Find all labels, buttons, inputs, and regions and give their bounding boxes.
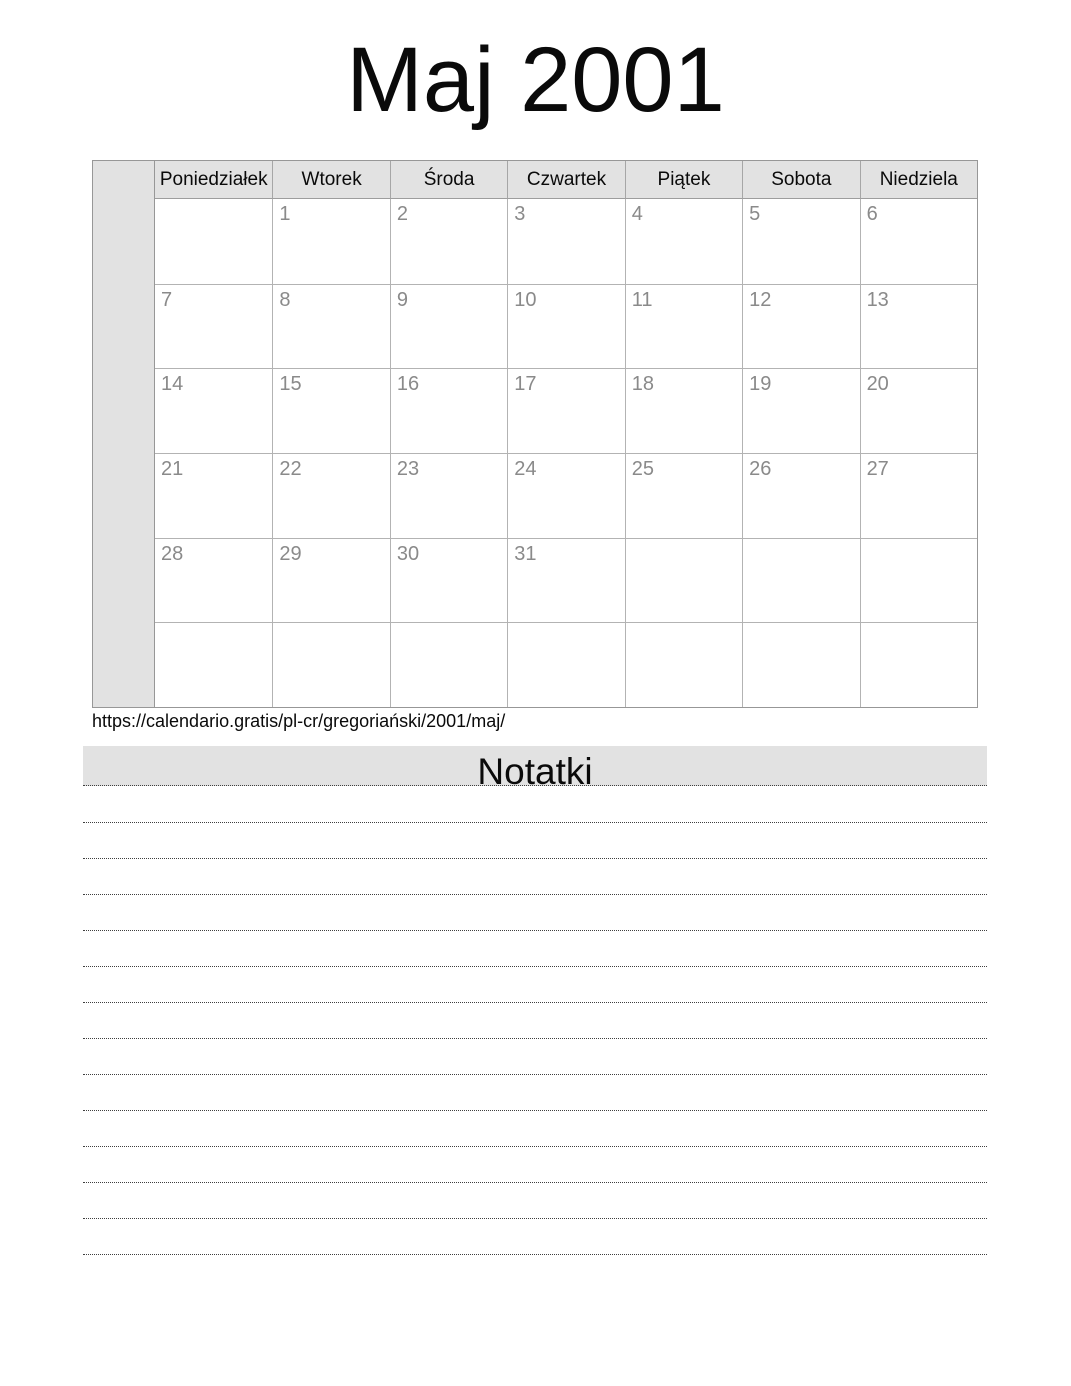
note-line <box>83 967 987 1003</box>
day-number: 25 <box>631 457 654 480</box>
note-line <box>83 1111 987 1147</box>
day-number <box>743 623 859 627</box>
empty-day-cell <box>507 622 624 707</box>
notes-header <box>83 746 987 792</box>
day-number: 19 <box>749 373 772 396</box>
day-number <box>155 623 272 627</box>
day-cell <box>272 199 389 284</box>
note-line <box>83 895 987 931</box>
day-cell <box>860 368 977 453</box>
day-number: 14 <box>161 373 184 396</box>
day-header: Poniedziałek <box>155 161 272 199</box>
note-line <box>83 1039 987 1075</box>
empty-day-cell <box>272 622 389 707</box>
day-cell <box>742 368 859 453</box>
note-line <box>83 1075 987 1111</box>
empty-day-cell <box>390 622 507 707</box>
day-number <box>743 539 859 543</box>
day-number: 20 <box>866 373 889 396</box>
day-number: 16 <box>396 373 420 396</box>
note-line <box>83 859 987 895</box>
day-number <box>626 623 742 627</box>
day-cell <box>272 453 389 538</box>
page-title: Maj 2001 <box>346 29 725 131</box>
day-cell <box>860 284 977 369</box>
day-number: 11 <box>631 288 653 311</box>
empty-day-cell <box>742 622 859 707</box>
day-number: 13 <box>866 288 889 311</box>
day-cell <box>272 284 389 369</box>
day-cell <box>390 538 507 623</box>
day-cell <box>272 538 389 623</box>
day-number: 8 <box>279 288 291 311</box>
day-number: 3 <box>514 203 526 225</box>
week-number-column <box>93 161 155 707</box>
day-header: Sobota <box>742 161 859 199</box>
day-number: 4 <box>631 203 643 225</box>
day-number: 5 <box>749 203 761 225</box>
day-number <box>861 623 977 627</box>
day-number <box>626 539 742 543</box>
day-number: 28 <box>161 542 184 565</box>
day-number: 21 <box>161 457 184 480</box>
day-cell <box>625 199 742 284</box>
calendar-grid <box>92 160 978 708</box>
day-number: 22 <box>279 457 302 480</box>
day-cell <box>390 368 507 453</box>
day-cell <box>742 284 859 369</box>
day-number: 31 <box>514 542 537 565</box>
day-cell <box>390 453 507 538</box>
day-cell <box>155 368 272 453</box>
day-header: Piątek <box>625 161 742 199</box>
empty-day-cell <box>860 538 977 623</box>
note-line <box>83 1183 987 1219</box>
day-number: 12 <box>749 288 772 311</box>
empty-day-cell <box>625 622 742 707</box>
day-header: Niedziela <box>860 161 977 199</box>
day-number: 9 <box>396 288 408 311</box>
day-number <box>155 199 272 203</box>
day-number: 27 <box>866 457 889 480</box>
day-number <box>273 623 389 627</box>
day-cell <box>155 284 272 369</box>
day-cell <box>272 368 389 453</box>
empty-day-cell <box>625 538 742 623</box>
day-number <box>391 623 507 627</box>
day-number: 30 <box>396 542 420 565</box>
day-number <box>508 623 624 627</box>
day-number <box>861 539 977 543</box>
day-cell <box>625 284 742 369</box>
day-header: Czwartek <box>507 161 624 199</box>
day-header: Środa <box>390 161 507 199</box>
empty-day-cell <box>860 622 977 707</box>
day-cell <box>155 538 272 623</box>
notes-lines-area <box>83 787 987 1255</box>
day-cell <box>625 368 742 453</box>
day-cell <box>507 199 624 284</box>
day-header: Wtorek <box>272 161 389 199</box>
empty-day-cell <box>155 622 272 707</box>
day-cell <box>625 453 742 538</box>
day-cell <box>507 284 624 369</box>
day-cell <box>390 199 507 284</box>
day-number: 23 <box>396 457 420 480</box>
day-number: 18 <box>631 373 654 396</box>
day-number: 7 <box>161 288 173 311</box>
note-line <box>83 1219 987 1255</box>
day-cell <box>742 453 859 538</box>
source-url: https://calendario.gratis/pl-cr/gregoriański/2001/maj/ <box>92 711 506 731</box>
day-number: 6 <box>866 203 878 225</box>
day-cell <box>742 199 859 284</box>
day-number: 10 <box>514 288 537 311</box>
empty-day-cell <box>155 199 272 284</box>
note-line <box>83 931 987 967</box>
day-number: 17 <box>514 373 537 396</box>
day-number: 29 <box>279 542 302 565</box>
empty-day-cell <box>742 538 859 623</box>
day-number: 15 <box>279 373 302 396</box>
notes-title: Notatki <box>477 751 593 792</box>
day-number: 2 <box>396 203 408 225</box>
note-line <box>83 1003 987 1039</box>
day-cell <box>507 538 624 623</box>
day-cell <box>860 199 977 284</box>
day-number: 26 <box>749 457 772 480</box>
note-line <box>83 1147 987 1183</box>
day-cell <box>507 453 624 538</box>
day-cell <box>155 453 272 538</box>
day-cell <box>507 368 624 453</box>
note-line <box>83 823 987 859</box>
day-cell <box>860 453 977 538</box>
note-line <box>83 787 987 823</box>
day-cell <box>390 284 507 369</box>
day-number: 1 <box>279 203 291 225</box>
day-number: 24 <box>514 457 537 480</box>
